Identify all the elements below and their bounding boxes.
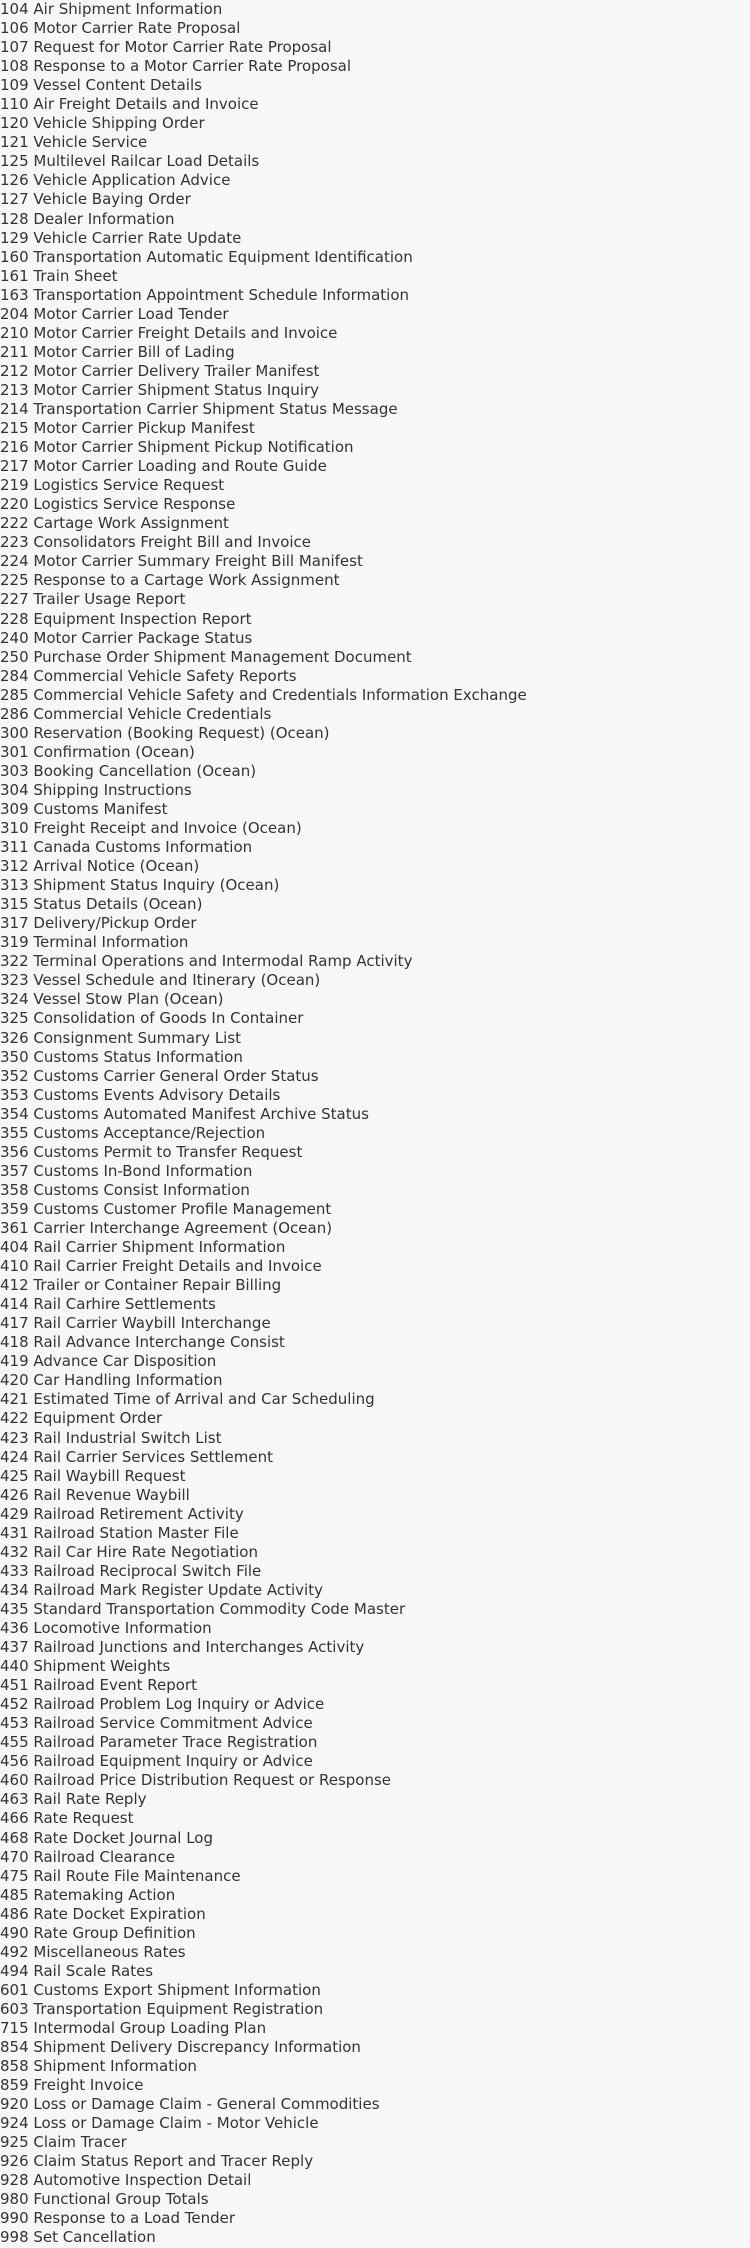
list-item: 319 Terminal Information xyxy=(0,933,189,952)
list-item: 486 Rate Docket Expiration xyxy=(0,1904,206,1923)
list-item: 356 Customs Permit to Transfer Request xyxy=(0,1142,303,1161)
list-item: 424 Rail Carrier Services Settlement xyxy=(0,1447,274,1466)
list-item: 440 Shipment Weights xyxy=(0,1657,171,1676)
list-item: 468 Rate Docket Journal Log xyxy=(0,1828,214,1847)
list-item: 110 Air Freight Details and Invoice xyxy=(0,95,259,114)
list-item: 453 Railroad Service Commitment Advice xyxy=(0,1714,313,1733)
list-item: 311 Canada Customs Information xyxy=(0,838,253,857)
list-item: 485 Ratemaking Action xyxy=(0,1885,176,1904)
list-item: 494 Rail Scale Rates xyxy=(0,1961,154,1980)
list-item: 925 Claim Tracer xyxy=(0,2133,127,2152)
list-item: 354 Customs Automated Manifest Archive Status xyxy=(0,1104,369,1123)
list-item: 920 Loss or Damage Claim - General Commodities xyxy=(0,2095,380,2114)
list-item: 324 Vessel Stow Plan (Ocean) xyxy=(0,990,224,1009)
list-item: 437 Railroad Junctions and Interchanges Activity xyxy=(0,1638,365,1657)
list-item: 434 Railroad Mark Register Update Activity xyxy=(0,1580,323,1599)
list-item: 357 Customs In-Bond Information xyxy=(0,1161,253,1180)
list-item: 107 Request for Motor Carrier Rate Proposal xyxy=(0,38,332,57)
list-item: 475 Rail Route File Maintenance xyxy=(0,1866,241,1885)
list-item: 216 Motor Carrier Shipment Pickup Notification xyxy=(0,438,354,457)
list-item: 980 Functional Group Totals xyxy=(0,2190,209,2209)
list-item: 325 Consolidation of Goods In Container xyxy=(0,1009,304,1028)
list-item: 412 Trailer or Container Repair Billing xyxy=(0,1276,282,1295)
list-item: 211 Motor Carrier Bill of Lading xyxy=(0,342,235,361)
list-item: 926 Claim Status Report and Tracer Reply xyxy=(0,2152,314,2171)
list-item: 492 Miscellaneous Rates xyxy=(0,1942,186,1961)
list-item: 326 Consignment Summary List xyxy=(0,1028,242,1047)
list-item: 353 Customs Events Advisory Details xyxy=(0,1085,281,1104)
list-item: 303 Booking Cancellation (Ocean) xyxy=(0,761,257,780)
list-item: 859 Freight Invoice xyxy=(0,2076,144,2095)
list-item: 285 Commercial Vehicle Safety and Credentials Information Exchange xyxy=(0,685,527,704)
list-item: 300 Reservation (Booking Request) (Ocean) xyxy=(0,723,330,742)
list-item: 463 Rail Rate Reply xyxy=(0,1790,147,1809)
list-item: 858 Shipment Information xyxy=(0,2057,197,2076)
list-item: 210 Motor Carrier Freight Details and Invoice xyxy=(0,323,338,342)
list-item: 358 Customs Consist Information xyxy=(0,1180,250,1199)
list-item: 284 Commercial Vehicle Safety Reports xyxy=(0,666,297,685)
list-item: 227 Trailer Usage Report xyxy=(0,590,186,609)
list-item: 854 Shipment Delivery Discrepancy Information xyxy=(0,2038,361,2057)
list-item: 213 Motor Carrier Shipment Status Inquiry xyxy=(0,380,320,399)
list-item: 323 Vessel Schedule and Itinerary (Ocean) xyxy=(0,971,321,990)
list-item: 436 Locomotive Information xyxy=(0,1618,212,1637)
list-item: 161 Train Sheet xyxy=(0,266,118,285)
list-item: 425 Rail Waybill Request xyxy=(0,1466,186,1485)
list-item: 240 Motor Carrier Package Status xyxy=(0,628,253,647)
list-item: 225 Response to a Cartage Work Assignment xyxy=(0,571,340,590)
list-item: 219 Logistics Service Request xyxy=(0,476,225,495)
list-item: 420 Car Handling Information xyxy=(0,1371,223,1390)
list-item: 603 Transportation Equipment Registration xyxy=(0,1999,324,2018)
list-item: 433 Railroad Reciprocal Switch File xyxy=(0,1561,262,1580)
list-item: 456 Railroad Equipment Inquiry or Advice xyxy=(0,1752,313,1771)
list-item: 304 Shipping Instructions xyxy=(0,780,192,799)
list-item: 359 Customs Customer Profile Management xyxy=(0,1199,332,1218)
list-item: 418 Rail Advance Interchange Consist xyxy=(0,1333,285,1352)
list-item: 310 Freight Receipt and Invoice (Ocean) xyxy=(0,819,302,838)
list-item: 301 Confirmation (Ocean) xyxy=(0,742,195,761)
list-item: 466 Rate Request xyxy=(0,1809,134,1828)
list-item: 217 Motor Carrier Loading and Route Guide xyxy=(0,457,327,476)
list-item: 106 Motor Carrier Rate Proposal xyxy=(0,19,241,38)
list-item: 924 Loss or Damage Claim - Motor Vehicle xyxy=(0,2114,319,2133)
list-item: 322 Terminal Operations and Intermodal Ramp Activity xyxy=(0,952,413,971)
list-item: 404 Rail Carrier Shipment Information xyxy=(0,1238,286,1257)
list-item: 421 Estimated Time of Arrival and Car Scheduling xyxy=(0,1390,375,1409)
list-item: 108 Response to a Motor Carrier Rate Proposal xyxy=(0,57,352,76)
list-item: 990 Response to a Load Tender xyxy=(0,2209,236,2228)
list-item: 313 Shipment Status Inquiry (Ocean) xyxy=(0,876,280,895)
list-item: 220 Logistics Service Response xyxy=(0,495,236,514)
list-item: 432 Rail Car Hire Rate Negotiation xyxy=(0,1542,258,1561)
list-item: 126 Vehicle Application Advice xyxy=(0,171,231,190)
list-item: 286 Commercial Vehicle Credentials xyxy=(0,704,272,723)
list-item: 431 Railroad Station Master File xyxy=(0,1523,239,1542)
list-item: 109 Vessel Content Details xyxy=(0,76,202,95)
list-item: 352 Customs Carrier General Order Status xyxy=(0,1066,319,1085)
list-item: 601 Customs Export Shipment Information xyxy=(0,1980,321,1999)
list-item: 212 Motor Carrier Delivery Trailer Manifest xyxy=(0,361,320,380)
list-item: 490 Rate Group Definition xyxy=(0,1923,196,1942)
list-item: 228 Equipment Inspection Report xyxy=(0,609,252,628)
list-item: 429 Railroad Retirement Activity xyxy=(0,1504,244,1523)
list-item: 715 Intermodal Group Loading Plan xyxy=(0,2018,267,2037)
list-item: 451 Railroad Event Report xyxy=(0,1676,197,1695)
list-item: 423 Rail Industrial Switch List xyxy=(0,1428,222,1447)
list-item: 222 Cartage Work Assignment xyxy=(0,514,229,533)
list-item: 315 Status Details (Ocean) xyxy=(0,895,203,914)
list-item: 127 Vehicle Baying Order xyxy=(0,190,191,209)
list-item: 120 Vehicle Shipping Order xyxy=(0,114,205,133)
list-item: 435 Standard Transportation Commodity Code Master xyxy=(0,1599,406,1618)
list-item: 410 Rail Carrier Freight Details and Invoice xyxy=(0,1257,322,1276)
list-item: 452 Railroad Problem Log Inquiry or Advice xyxy=(0,1695,325,1714)
list-item: 125 Multilevel Railcar Load Details xyxy=(0,152,260,171)
list-item: 215 Motor Carrier Pickup Manifest xyxy=(0,419,255,438)
list-item: 470 Railroad Clearance xyxy=(0,1847,175,1866)
list-item: 417 Rail Carrier Waybill Interchange xyxy=(0,1314,271,1333)
list-item: 250 Purchase Order Shipment Management Document xyxy=(0,647,412,666)
list-item: 223 Consolidators Freight Bill and Invoice xyxy=(0,533,312,552)
list-item: 998 Set Cancellation xyxy=(0,2228,156,2247)
list-item: 460 Railroad Price Distribution Request or Response xyxy=(0,1771,392,1790)
list-item: 928 Automotive Inspection Detail xyxy=(0,2171,252,2190)
list-item: 317 Delivery/Pickup Order xyxy=(0,914,197,933)
list-item: 350 Customs Status Information xyxy=(0,1047,243,1066)
list-item: 419 Advance Car Disposition xyxy=(0,1352,217,1371)
list-item: 455 Railroad Parameter Trace Registration xyxy=(0,1733,318,1752)
list-item: 128 Dealer Information xyxy=(0,209,175,228)
list-item: 204 Motor Carrier Load Tender xyxy=(0,304,229,323)
list-item: 224 Motor Carrier Summary Freight Bill Manifest xyxy=(0,552,363,571)
list-item: 129 Vehicle Carrier Rate Update xyxy=(0,228,242,247)
list-item: 309 Customs Manifest xyxy=(0,799,168,818)
list-item: 426 Rail Revenue Waybill xyxy=(0,1485,190,1504)
list-item: 104 Air Shipment Information xyxy=(0,0,223,18)
list-item: 160 Transportation Automatic Equipment Identification xyxy=(0,247,413,266)
list-item: 312 Arrival Notice (Ocean) xyxy=(0,857,200,876)
list-item: 422 Equipment Order xyxy=(0,1409,163,1428)
list-item: 163 Transportation Appointment Schedule Information xyxy=(0,285,410,304)
list-item: 361 Carrier Interchange Agreement (Ocean) xyxy=(0,1219,333,1237)
list-item: 355 Customs Acceptance/Rejection xyxy=(0,1123,266,1142)
list-item: 121 Vehicle Service xyxy=(0,133,148,152)
list-item: 414 Rail Carhire Settlements xyxy=(0,1295,216,1314)
list-item: 214 Transportation Carrier Shipment Status Message xyxy=(0,399,398,418)
